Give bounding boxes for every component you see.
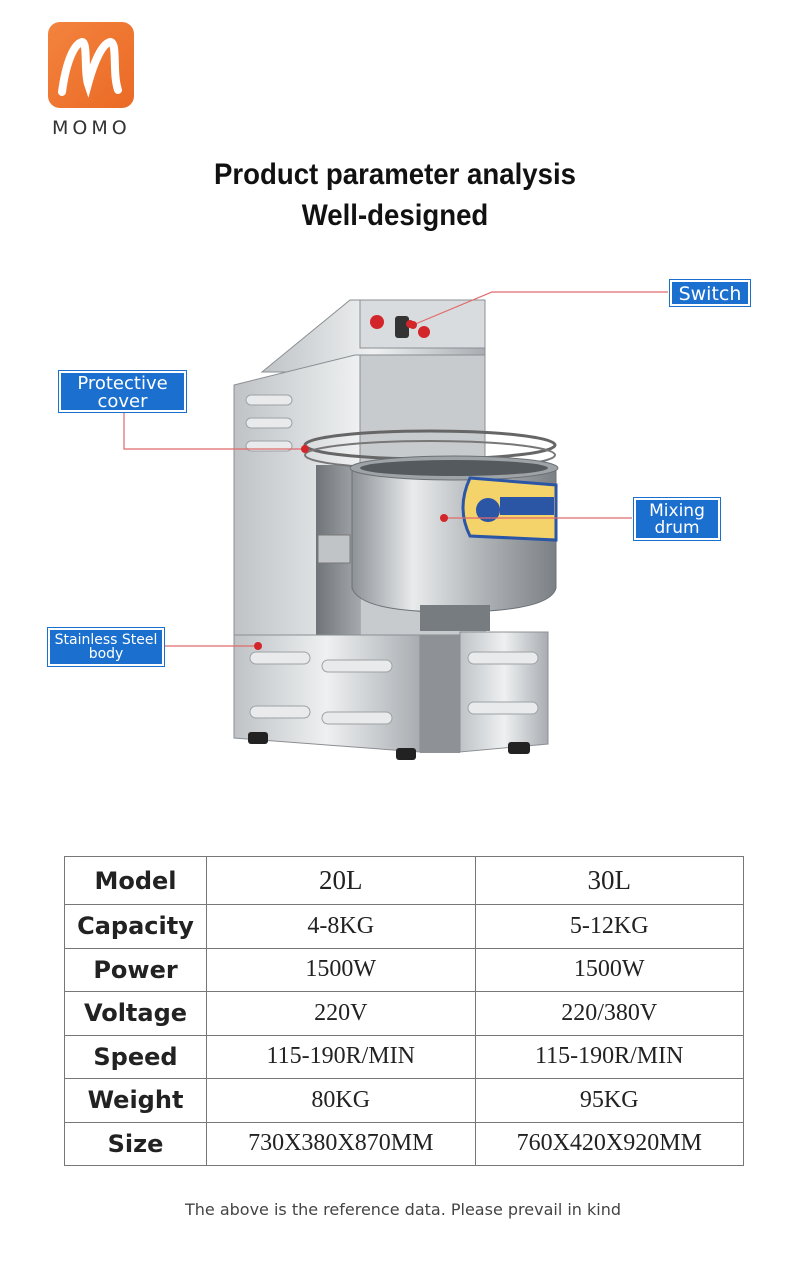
- callout-body-line1: Stainless Steel: [54, 632, 158, 648]
- cell-30l: 115-190R/MIN: [475, 1035, 744, 1079]
- cell-20l: 730X380X870MM: [207, 1122, 476, 1166]
- callout-protective-cover: [59, 371, 186, 412]
- callout-drum-line1: Mixing: [649, 501, 705, 521]
- row-label: Capacity: [65, 905, 207, 949]
- table-row: [65, 992, 744, 1036]
- row-label: Voltage: [65, 992, 207, 1036]
- table-row: [65, 948, 744, 992]
- cell-20l: 1500W: [207, 948, 476, 992]
- callout-cover-line1: Protective: [77, 373, 168, 394]
- callout-drum-line2: drum: [654, 518, 700, 538]
- cell-20l: 115-190R/MIN: [207, 1035, 476, 1079]
- cell-30l: 5-12KG: [475, 905, 744, 949]
- row-label: Power: [65, 948, 207, 992]
- brand-name: MOMO: [52, 117, 131, 139]
- cell-20l: 220V: [207, 992, 476, 1036]
- cell-20l: 80KG: [207, 1079, 476, 1123]
- table-row: [65, 1122, 744, 1166]
- header-30l: 30L: [475, 857, 744, 905]
- row-label: Size: [65, 1122, 207, 1166]
- switch-red-icon: [370, 315, 384, 329]
- table-header-row: [65, 857, 744, 905]
- table-row: [65, 1035, 744, 1079]
- row-label: Speed: [65, 1035, 207, 1079]
- table-row: [65, 905, 744, 949]
- header-20l: 20L: [207, 857, 476, 905]
- cell-20l: 4-8KG: [207, 905, 476, 949]
- cell-30l: 220/380V: [475, 992, 744, 1036]
- callout-stainless-body: [48, 628, 164, 666]
- spec-table: [64, 856, 744, 1166]
- footnote: The above is the reference data. Please prevail in kind: [184, 1200, 622, 1219]
- page-subtitle: Well-designed: [301, 199, 489, 232]
- table-row: [65, 1079, 744, 1123]
- callout-body-line2: body: [88, 646, 124, 662]
- callout-switch-label: Switch: [678, 283, 742, 305]
- row-label: Weight: [65, 1079, 207, 1123]
- cell-30l: 95KG: [475, 1079, 744, 1123]
- cell-30l: 1500W: [475, 948, 744, 992]
- callout-cover-line2: cover: [97, 391, 148, 412]
- cell-30l: 760X420X920MM: [475, 1122, 744, 1166]
- callout-switch: [670, 280, 750, 306]
- header-model: Model: [65, 857, 207, 905]
- callout-mixing-drum: [634, 498, 720, 540]
- page-title: Product parameter analysis: [213, 158, 577, 191]
